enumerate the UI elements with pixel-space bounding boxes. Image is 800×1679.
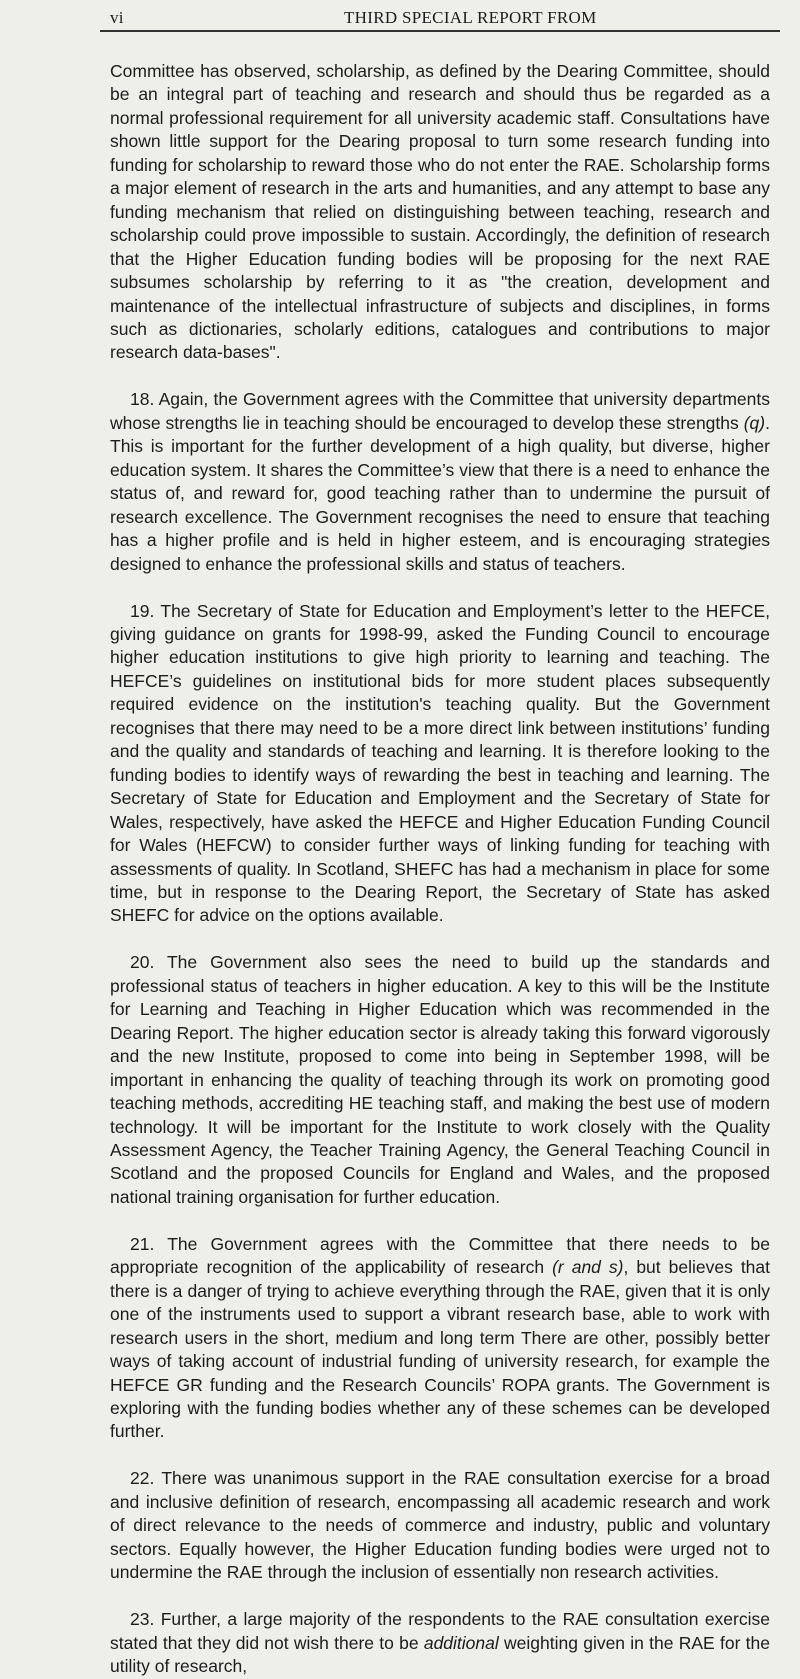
paragraph-text: 18. Again, the Government agrees with the Committee that university departments whose strengths lie in teaching should be encouraged to develop these strengths (110, 389, 770, 433)
paragraph-text: 20. The Government also sees the need to build up the standards and professional status of teachers in higher education. A key to this will be the Institute for Learning and Teaching in Higher Education which was recommended in the Dearing Report. The higher education sector is already taking this forward vigorously and the new Institute, proposed to come into being in September 1998, will be important in enhancing the quality of teaching through its work on promoting good teaching methods, accrediting HE teaching staff, and making the best use of modern technology. It will be important for the Institute to work closely with the Quality Assessment Agency, the Teacher Training Agency, the General Teaching Council in Scotland and the proposed Councils for England and Wales, and the proposed national training organisation for further education. (110, 952, 770, 1207)
italic-text: (r and s) (552, 1257, 624, 1278)
paragraph-text: Committee has observed, scholarship, as defined by the Dearing Committee, should be an integral part of teaching and research and should thus be regarded as a normal professional requirement for all university academic staff. Consultations have shown little support for the Dearing proposal to turn some research funding into funding for scholarship to reward those who do not enter the RAE. Scholarship forms a major element of research in the arts and humanities, and any attempt to base any funding mechanism that relied on distinguishing between teaching, research and scholarship could prove impossible to sustain. Accordingly, the definition of research that the Higher Education funding bodies will be proposing for the next RAE subsumes scholarship by referring to it as "the creation, development and maintenance of the intellectual infrastructure of subjects and disciplines, in forms such as dictionaries, scholarly editions, catalogues and contributions to major research data-bases". (110, 61, 770, 363)
paragraph-text: weighting given in the RAE for the utility of research, (110, 1632, 770, 1677)
body-text (110, 60, 770, 1679)
page-number: vi (110, 8, 124, 27)
paragraph-text: 19. The Secretary of State for Education and Employment’s letter to the HEFCE, giving guidance on grants for 1998-99, asked the Funding Council to encourage higher education institutions to give high priority to learning and teaching. The HEFCE’s guidelines on institutional bids for more student places subsequently required evidence on the institution's teaching quality. But the Government recognises that there may need to be a more direct link between institutions’ funding and the quality and standards of teaching and learning. It is therefore looking to the funding bodies to identify ways of rewarding the best in teaching and learning. The Secretary of State for Education and Employment and the Secretary of State for Wales, respectively, have asked the HEFCE and Higher Education Funding Council for Wales (HEFCW) to consider further ways of linking funding for teaching with assessments of quality. In Scotland, SHEFC has had a mechanism in place for some time, but in response to the Dearing Report, the Secretary of State has asked SHEFC for advice on the options available. (110, 600, 770, 926)
paragraph-text: , but believes that there is a danger of trying to achieve everything through the RAE, given that it is only one of the instruments used to support a vibrant research base, able to work with research users in the short, medium and long term There are other, possibly better ways of taking account of industrial funding of university research, for example the HEFCE GR funding and the Research Councils’ ROPA grants. The Government is exploring with the funding bodies whether any of these schemes can be developed further. (110, 1257, 771, 1442)
paragraph-text: 22. There was unanimous support in the RAE consultation exercise for a broad and inclusive definition of research, encompassing all academic research and work of direct relevance to the needs of commerce and industry, public and voluntary sectors. Equally however, the Higher Education funding bodies were urged not to undermine the RAE through the inclusion of essentially non research activities. (110, 1468, 770, 1583)
paragraph-continuation (110, 60, 770, 365)
paragraph-para-18 (110, 388, 770, 576)
paragraph-text: . This is important for the further development of a high quality, but diverse, higher education system. It shares the Committee’s view that there is a need to enhance the status of, and reward for, good teaching rather than to undermine the pursuit of research excellence. The Government recognises the need to ensure that teaching has a higher profile and is held in higher esteem, and is encouraging strategies designed to enhance the professional skills and status of teachers. (110, 412, 770, 574)
paragraph-text: 21. The Government agrees with the Committee that there needs to be appropriate recognition of the applicability of research (110, 1233, 770, 1278)
paragraph-para-20 (110, 951, 770, 1209)
paragraph-text: 23. Further, a large majority of the respondents to the RAE consultation exercise stated that they did not wish there to be (110, 1609, 770, 1653)
paragraph-para-19 (110, 600, 770, 928)
header-rule (100, 30, 780, 32)
paragraph-para-23 (110, 1608, 770, 1678)
report-title: THIRD SPECIAL REPORT FROM (344, 8, 597, 27)
paragraph-para-21 (110, 1233, 770, 1444)
italic-text: additional (423, 1632, 499, 1653)
italic-text: (q) (743, 412, 766, 433)
running-header (110, 4, 770, 32)
paragraph-para-22 (110, 1467, 770, 1584)
